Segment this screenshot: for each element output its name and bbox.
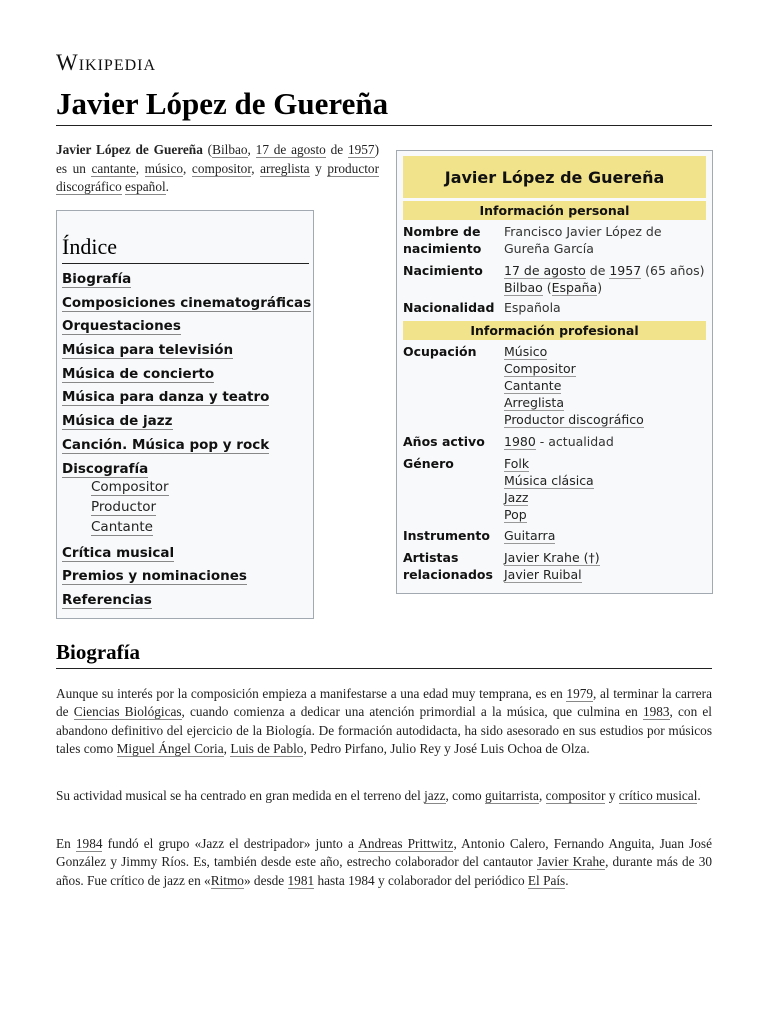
toc-subitem-compositor[interactable]: Compositor [91,479,169,495]
toc-item-referencias[interactable]: Referencias [62,592,152,608]
infobox-section-personal: Información personal [403,201,706,220]
link-critico-musical[interactable]: crítico musical [618,788,698,803]
link-occupation[interactable]: Músico [504,344,548,359]
infobox-label-artistas: Artistas relacionados [403,550,493,582]
intro-text: de [325,142,348,157]
link-1980[interactable]: 1980 [504,434,536,449]
infobox-value-artistas [504,549,709,583]
link-guitarrista[interactable]: guitarrista [485,788,539,803]
link-birth-year[interactable]: 1957 [347,142,375,157]
toc-item-cancion[interactable]: Canción. Música pop y rock [62,437,270,453]
toc-item-concierto[interactable]: Música de concierto [62,366,215,382]
intro-text: . [165,179,169,194]
section-divider [56,668,712,669]
toc-item-premios[interactable]: Premios y nominaciones [62,568,247,584]
link-espana[interactable]: España [551,280,598,295]
infobox-value-instrumento [504,527,709,544]
link-javier-krahe[interactable]: Javier Krahe [536,854,606,870]
link-productor[interactable]: productor discográfico [56,160,380,194]
toc-item-danza-teatro[interactable]: Música para danza y teatro [62,389,270,405]
intro-bold-name: Javier López de Guereña [56,142,203,157]
link-jazz[interactable]: jazz [424,788,446,803]
link-birth-date[interactable]: 17 de agosto [255,142,326,157]
intro-text: ) es un [56,142,379,176]
infobox-value-nacionalidad: Española [504,300,561,315]
link-andreas-prittwitz[interactable]: Andreas Prittwitz [358,836,454,851]
infobox-value-ocupacion [504,343,709,428]
link-occupation[interactable]: Compositor [504,361,576,376]
link-occupation[interactable]: Cantante [504,378,562,393]
biografia-paragraph-3: En 1984 fundó el grupo «Jazz el destripador» junto a Andreas Prittwitz, Antonio Calero, Fernando Anguita, Juan José González y Jimmy Ríos. Es, también desde este año, estrecho colaborador del cantautor Javier Krahe, durante más de 30 años. Fue crítico de jazz en «Ritmo» desde 1981 hasta 1984 y colaborador del periódico El País. [56,836,712,888]
intro-text: y [309,160,328,176]
toc-item-discografia[interactable]: Discografía [62,461,149,477]
link-espanol[interactable]: español [125,179,166,194]
infobox-label-instrumento: Instrumento [403,528,490,543]
toc-item-critica[interactable]: Crítica musical [62,545,175,561]
section-heading-biografia: Biografía [56,640,140,664]
link-el-pais[interactable]: El País [527,872,566,888]
link-birth-year[interactable]: 1957 [609,263,642,278]
link-luis-de-pablo[interactable]: Luis de Pablo [230,740,304,756]
link-occupation[interactable]: Productor discográfico [504,412,644,427]
link-artist[interactable]: Javier Ruibal [504,567,582,582]
infobox-label-anos: Años activo [403,434,485,449]
infobox-label-nacimiento: Nacimiento [403,263,483,278]
toc-item-composiciones[interactable]: Composiciones cinematográficas [62,295,312,311]
title-divider [56,125,712,126]
table-of-contents [56,210,314,619]
link-ciencias-biologicas[interactable]: Ciencias Biológicas [73,704,182,720]
intro-text: ( [202,142,213,157]
intro-text: , [183,160,192,176]
link-genre[interactable]: Pop [504,507,527,522]
link-birth-date[interactable]: 17 de agosto [504,263,586,278]
link-cantante[interactable]: cantante [91,160,136,176]
infobox-value-nombre: Francisco Javier López de Gureña García [504,224,662,256]
biografia-paragraph-2: Su actividad musical se ha centrado en gran medida en el terreno del jazz, como guitarrista, compositor y crítico musical. [56,788,701,803]
wikipedia-wordmark[interactable]: Wikipedia [56,50,157,75]
link-miguel-angel-coria[interactable]: Miguel Ángel Coria [116,740,224,756]
page-title: Javier López de Guereña [56,86,389,121]
intro-paragraph [56,141,379,197]
toc-item-orquestaciones[interactable]: Orquestaciones [62,318,181,334]
link-bilbao[interactable]: Bilbao [504,280,543,295]
intro-text: , [247,142,256,157]
infobox-label-nombre: Nombre de nacimiento [403,224,482,256]
infobox-value-genero [504,455,709,523]
link-guitarra[interactable]: Guitarra [504,528,556,543]
link-compositor[interactable]: compositor [545,788,606,803]
infobox [396,150,713,594]
link-genre[interactable]: Jazz [504,490,529,505]
link-1981[interactable]: 1981 [287,872,315,888]
toc-subitem-productor[interactable]: Productor [91,499,157,515]
link-genre[interactable]: Folk [504,456,530,471]
link-occupation[interactable]: Arreglista [504,395,564,410]
infobox-label-nacionalidad: Nacionalidad [403,300,495,315]
link-1984[interactable]: 1984 [75,836,103,851]
infobox-label-genero: Género [403,456,454,471]
link-1983[interactable]: 1983 [642,704,670,720]
link-1979[interactable]: 1979 [566,686,594,701]
link-arreglista[interactable]: arreglista [260,160,310,176]
infobox-section-profesional: Información profesional [403,321,706,340]
toc-title: Índice [62,234,117,259]
intro-text: , [251,160,261,176]
toc-item-biografia[interactable]: Biografía [62,271,132,287]
biografia-paragraph-1: Aunque su interés por la composición empieza a manifestarse a una edad muy temprana, es en 1979, al terminar la carrera de Ciencias Biológicas, cuando comienza a dedicar una atención primordial a la música, que culmina en 1983, con el abandono definitivo del ejercicio de la Biología. De formación autodidacta, ha sido asesorado en sus estudios por músicos tales como Miguel Ángel Coria, Luis de Pablo, Pedro Pirfano, Julio Rey y José Luis Ochoa de Olza. [56,686,712,756]
link-artist[interactable]: Javier Krahe (†) [504,550,600,565]
link-genre[interactable]: Música clásica [504,473,594,488]
intro-text: , [135,160,145,176]
toc-item-jazz[interactable]: Música de jazz [62,413,173,429]
toc-subitem-cantante[interactable]: Cantante [91,519,153,535]
infobox-label-ocupacion: Ocupación [403,344,477,359]
infobox-value-nacimiento: 17 de agosto de 1957 (65 años) Bilbao (España) [504,263,705,295]
infobox-value-anos: 1980 - actualidad [504,434,614,449]
link-bilbao[interactable]: Bilbao [212,142,248,157]
link-compositor[interactable]: compositor [191,160,252,176]
link-ritmo[interactable]: Ritmo [210,872,244,888]
link-musico[interactable]: músico [144,160,184,176]
infobox-title: Javier López de Guereña [403,156,706,198]
toc-item-television[interactable]: Música para televisión [62,342,234,358]
toc-divider [62,263,309,264]
